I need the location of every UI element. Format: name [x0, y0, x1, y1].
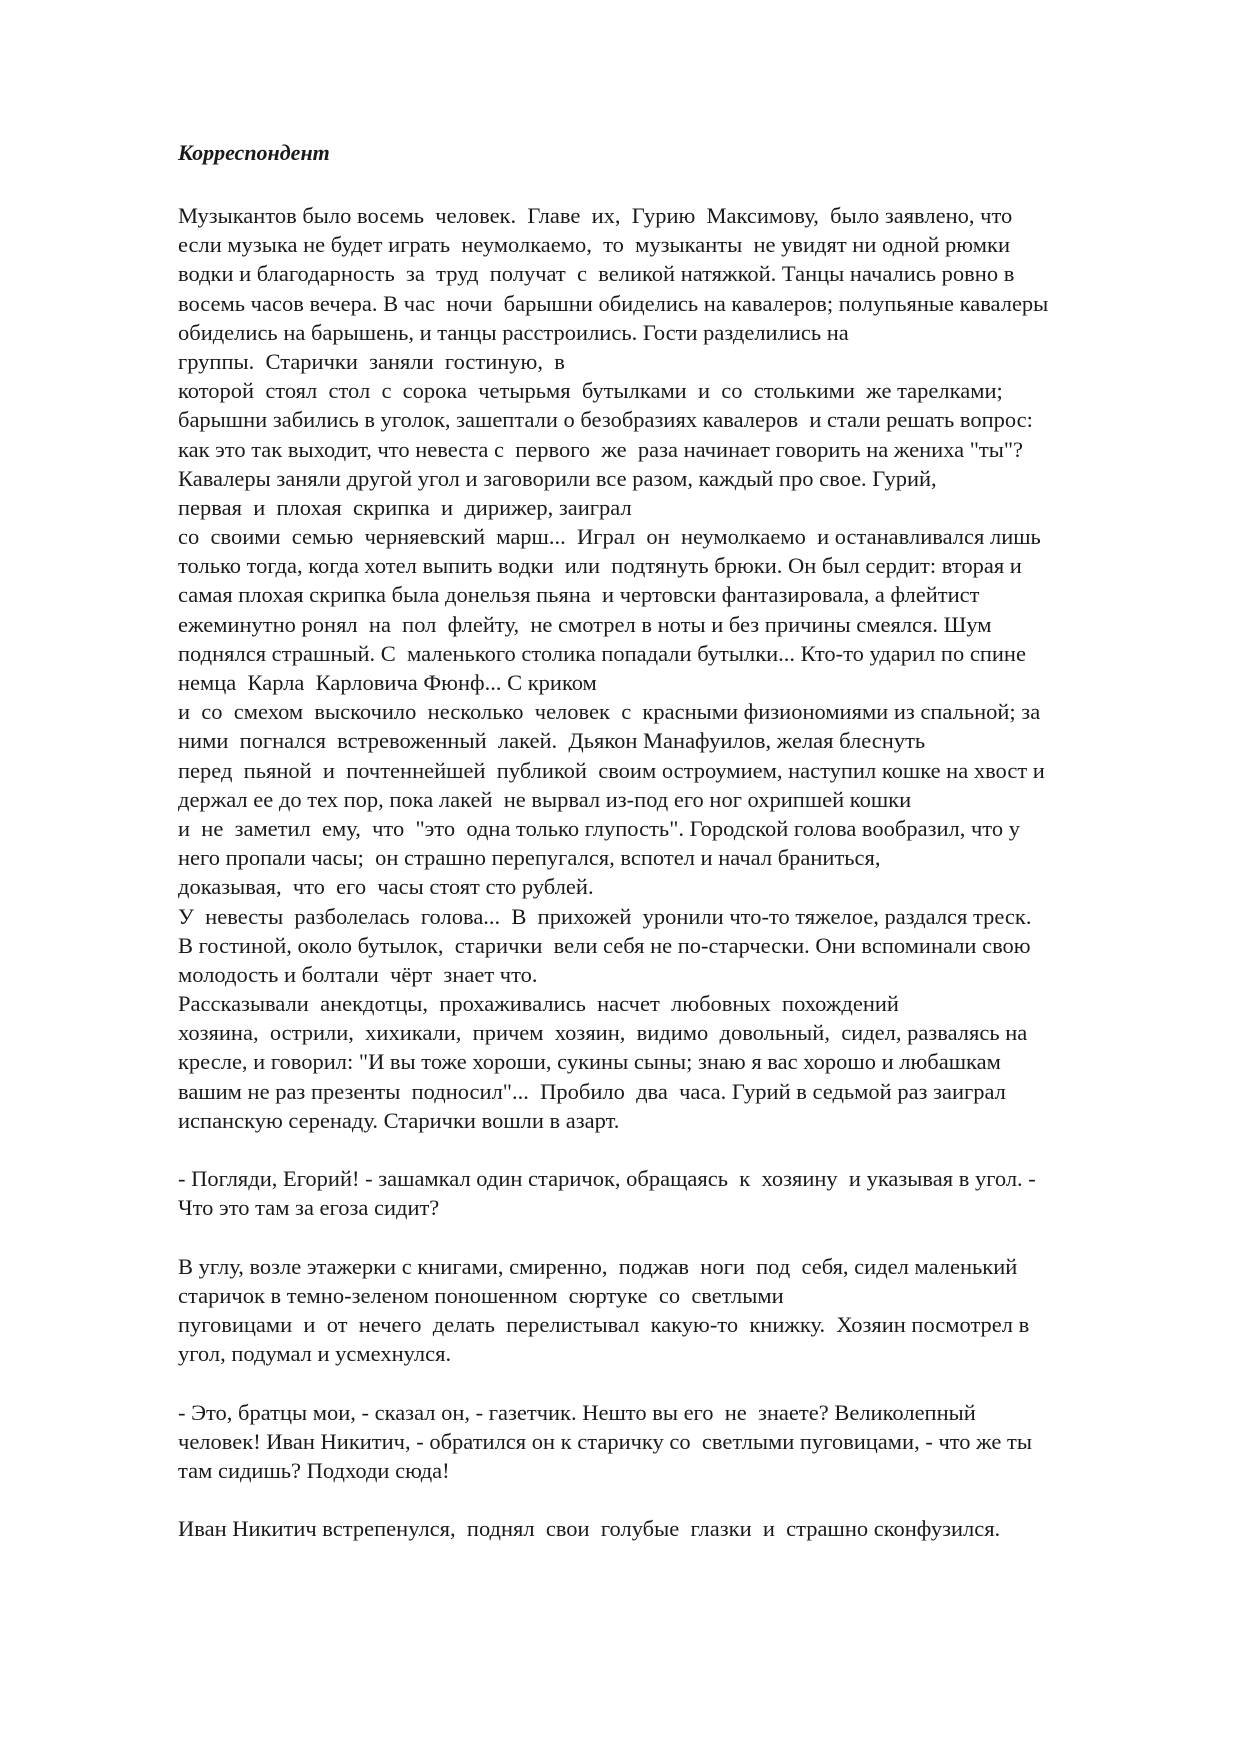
text-line: обиделись на барышень, и танцы расстроились. Гости разделились на: [178, 319, 849, 345]
text-line: Что это там за егоза сидит?: [178, 1195, 440, 1221]
text-line: - Это, братцы мои, - сказал он, - газетчик. Нешто вы его не знаете? Великолепный: [178, 1399, 976, 1425]
paragraph-gap: [178, 1369, 1178, 1398]
text-line: как это так выходит, что невеста с первого же раза начинает говорить на жениха "ты"?: [178, 436, 1024, 462]
text-line: Рассказывали анекдотцы, прохаживались насчет любовных похождений: [178, 991, 899, 1017]
text-line: старичок в темно-зеленом поношенном сюртуке со светлыми: [178, 1282, 784, 1308]
text-line: перед пьяной и почтеннейшей публикой своим остроумием, наступил кошке на хвост и: [178, 757, 1045, 783]
text-line: У невесты разболелась голова... В прихожей уронили что-то тяжелое, раздался треск.: [178, 903, 1032, 929]
paragraph: [178, 1514, 1178, 1543]
text-line: доказывая, что его часы стоят сто рублей.: [178, 874, 594, 900]
text-line: со своими семью черняевский марш... Играл он неумолкаемо и останавливался лишь: [178, 524, 1041, 550]
paragraph: [178, 201, 1178, 1135]
text-line: первая и плохая скрипка и дирижер, заиграл: [178, 494, 632, 520]
text-line: В гостиной, около бутылок, старички вели себя не по-старчески. Они вспоминали свою: [178, 932, 1031, 958]
text-line: ними погнался встревоженный лакей. Дьякон Манафуилов, желая блеснуть: [178, 728, 926, 754]
text-line: если музыка не будет играть неумолкаемо, то музыканты не увидят ни одной рюмки: [178, 232, 1010, 258]
text-line: самая плохая скрипка была донельзя пьяна и чертовски фантазировала, а флейтист: [178, 582, 980, 608]
text-line: вашим не раз презенты подносил"... Пробило два часа. Гурий в седьмой раз заиграл: [178, 1078, 1006, 1104]
text-line: немца Карла Карловича Фюнф... С криком: [178, 670, 597, 695]
text-line: В углу, возле этажерки с книгами, смиренно, поджав ноги под себя, сидел маленький: [178, 1253, 1018, 1279]
text-line: только тогда, когда хотел выпить водки или подтянуть брюки. Он был сердит: вторая и: [178, 553, 1022, 579]
text-line: водки и благодарность за труд получат с великой натяжкой. Танцы начались ровно в: [178, 261, 1015, 287]
document-title: Корреспондент: [178, 140, 330, 165]
paragraph-gap: [178, 1485, 1178, 1514]
text-line: пуговицами и от нечего делать перелистывал какую-то книжку. Хозяин посмотрел в: [178, 1312, 1030, 1338]
text-line: восемь часов вечера. В час ночи барышни обиделись на кавалеров; полупьяные кавалеры: [178, 290, 1049, 316]
text-line: угол, подумал и усмехнулся.: [178, 1341, 452, 1367]
paragraph: [178, 1398, 1178, 1486]
text-line: Музыкантов было восемь человек. Главе их, Гурию Максимову, было заявлено, что: [178, 203, 1013, 228]
text-line: испанскую серенаду. Старички вошли в азарт.: [178, 1107, 620, 1133]
text-line: барышни забились в уголок, зашептали о безобразиях кавалеров и стали решать вопрос:: [178, 407, 1033, 433]
text-line: него пропали часы; он страшно перепугался, вспотел и начал браниться,: [178, 845, 881, 871]
paragraph-gap: [178, 1223, 1178, 1252]
paragraph-gap: [178, 1135, 1178, 1164]
text-line: человек! Иван Никитич, - обратился он к старичку со светлыми пуговицами, - что же ты: [178, 1428, 1032, 1454]
text-line: кресле, и говорил: "И вы тоже хороши, сукины сыны; знаю я вас хорошо и любашкам: [178, 1049, 1001, 1075]
text-line: молодость и болтали чёрт знает что.: [178, 961, 538, 987]
text-line: поднялся страшный. С маленького столика попадали бутылки... Кто-то ударил по спине: [178, 640, 1026, 666]
text-line: и со смехом выскочило несколько человек с красными физиономиями из спальной; за: [178, 699, 1041, 725]
text-line: и не заметил ему, что "это одна только глупость". Городской голова вообразил, что у: [178, 815, 1020, 841]
text-line: держал ее до тех пор, пока лакей не вырвал из-под его ног охрипшей кошки: [178, 786, 912, 812]
text-line: Иван Никитич встрепенулся, поднял свои голубые глазки и страшно сконфузился.: [178, 1516, 1001, 1542]
paragraph: [178, 1252, 1178, 1369]
text-line: Кавалеры заняли другой угол и заговорили все разом, каждый про свое. Гурий,: [178, 465, 937, 491]
text-line: хозяина, острили, хихикали, причем хозяин, видимо довольный, сидел, развалясь на: [178, 1020, 1028, 1046]
text-line: там сидишь? Подходи сюда!: [178, 1458, 450, 1484]
text-line: - Погляди, Егорий! - зашамкал один старичок, обращаясь к хозяину и указывая в угол. -: [178, 1166, 1036, 1192]
paragraph: [178, 1164, 1178, 1222]
document-body: [178, 201, 1178, 1544]
text-line: ежеминутно ронял на пол флейту, не смотрел в ноты и без причины смеялся. Шум: [178, 611, 992, 637]
text-line: которой стоял стол с сорока четырьмя бутылками и со столькими же тарелками;: [178, 378, 1003, 404]
text-line: группы. Старички заняли гостиную, в: [178, 348, 565, 374]
